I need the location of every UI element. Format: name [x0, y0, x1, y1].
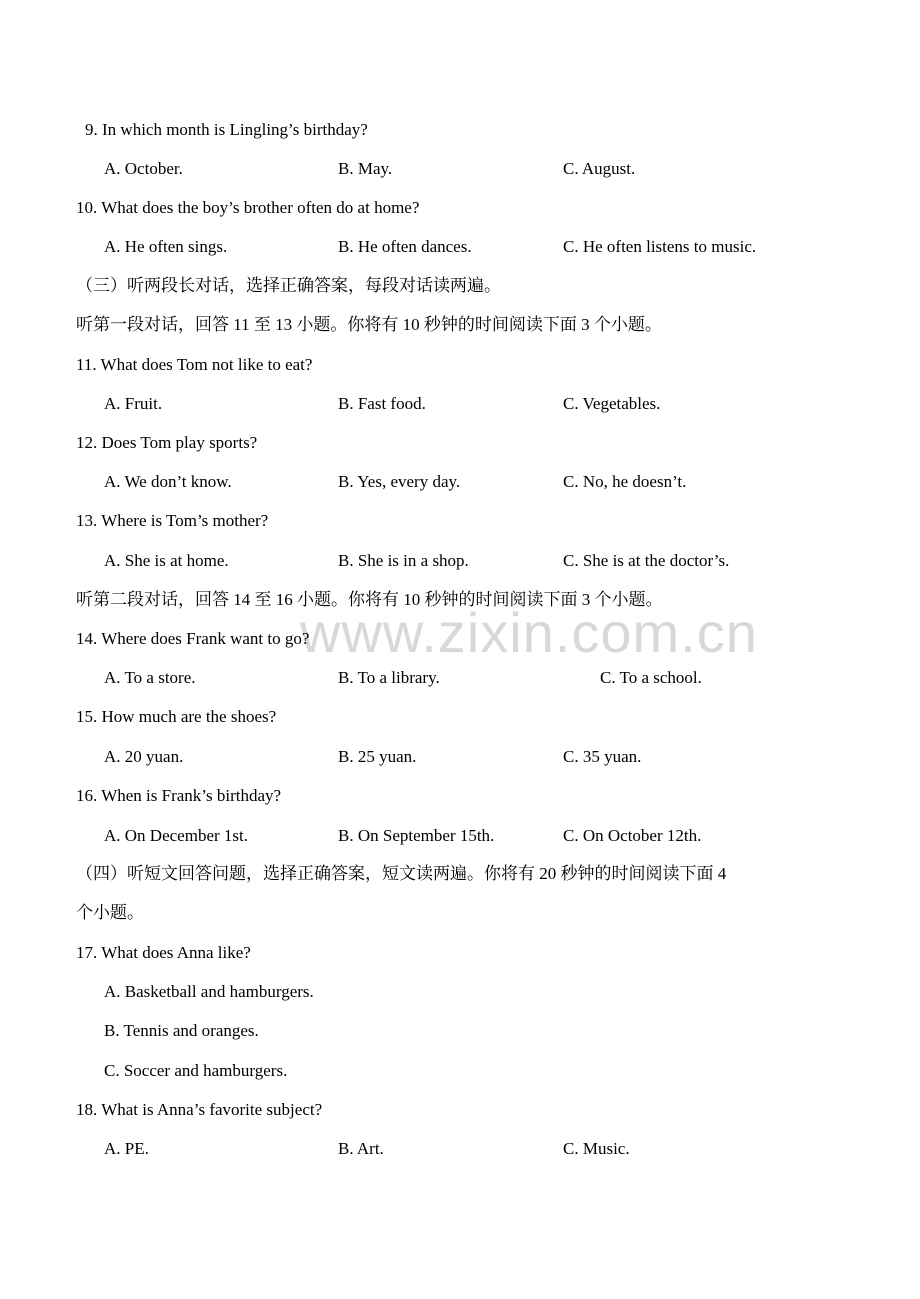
option-15b: B. 25 yuan.	[338, 747, 417, 766]
option-9c: C. August.	[563, 159, 636, 178]
dialogue-2-instruction: 听第二段对话，回答 14 至 16 小题。你将有 10 秒钟的时间阅读下面 3 个小题。	[76, 590, 663, 609]
option-13c: C. She is at the doctor’s.	[563, 551, 730, 570]
question-18: 18. What is Anna’s favorite subject?	[76, 1100, 323, 1119]
question-12: 12. Does Tom play sports?	[76, 433, 258, 452]
question-15: 15. How much are the shoes?	[76, 707, 277, 726]
question-13: 13. Where is Tom’s mother?	[76, 511, 269, 530]
watermark-text: www.zixin.com.cn	[300, 601, 758, 664]
option-14b: B. To a library.	[338, 668, 440, 687]
option-11a: A. Fruit.	[104, 394, 163, 413]
option-11b: B. Fast food.	[338, 394, 426, 413]
option-14c: C. To a school.	[600, 668, 702, 687]
option-17a: A. Basketball and hamburgers.	[104, 982, 314, 1001]
question-9: 9. In which month is Lingling’s birthday?	[85, 120, 368, 139]
option-14a: A. To a store.	[104, 668, 196, 687]
option-12a: A. We don’t know.	[104, 472, 232, 491]
option-17b: B. Tennis and oranges.	[104, 1021, 259, 1040]
option-16b: B. On September 15th.	[338, 826, 495, 845]
option-10b: B. He often dances.	[338, 237, 472, 256]
option-18c: C. Music.	[563, 1139, 630, 1158]
dialogue-1-instruction: 听第一段对话，回答 11 至 13 小题。你将有 10 秒钟的时间阅读下面 3 个小题。	[76, 315, 662, 334]
option-18a: A. PE.	[104, 1139, 149, 1158]
question-11: 11. What does Tom not like to eat?	[76, 355, 313, 374]
option-16a: A. On December 1st.	[104, 826, 248, 845]
question-17: 17. What does Anna like?	[76, 943, 251, 962]
option-17c: C. Soccer and hamburgers.	[104, 1061, 288, 1080]
option-12c: C. No, he doesn’t.	[563, 472, 687, 491]
option-10a: A. He often sings.	[104, 237, 228, 256]
option-10c: C. He often listens to music.	[563, 237, 757, 256]
section-3-heading: （三）听两段长对话，选择正确答案，每段对话读两遍。	[76, 276, 501, 295]
question-10: 10. What does the boy’s brother often do at home?	[76, 198, 420, 217]
option-11c: C. Vegetables.	[563, 394, 661, 413]
option-15a: A. 20 yuan.	[104, 747, 184, 766]
section-4-heading: （四）听短文回答问题，选择正确答案，短文读两遍。你将有 20 秒钟的时间阅读下面 4	[76, 864, 727, 883]
option-13a: A. She is at home.	[104, 551, 229, 570]
option-9a: A. October.	[104, 159, 183, 178]
section-4-heading-cont: 个小题。	[76, 903, 144, 922]
question-16: 16. When is Frank’s birthday?	[76, 786, 282, 805]
option-13b: B. She is in a shop.	[338, 551, 469, 570]
option-16c: C. On October 12th.	[563, 826, 702, 845]
question-14: 14. Where does Frank want to go?	[76, 629, 310, 648]
option-18b: B. Art.	[338, 1139, 384, 1158]
option-15c: C. 35 yuan.	[563, 747, 642, 766]
option-9b: B. May.	[338, 159, 393, 178]
option-12b: B. Yes, every day.	[338, 472, 461, 491]
